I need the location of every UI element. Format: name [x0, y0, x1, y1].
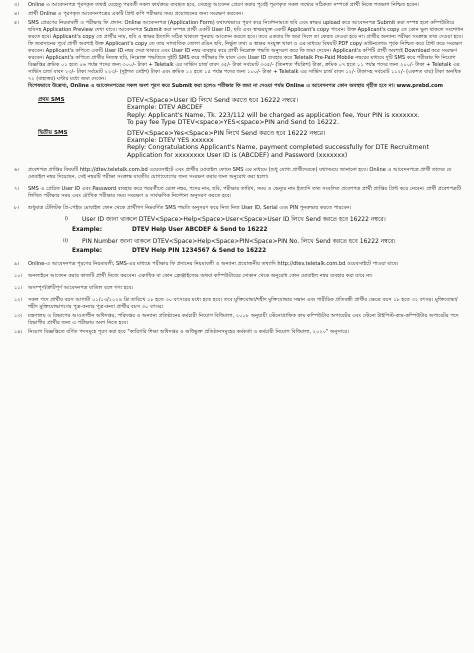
- list-item: [12, 2, 464, 9]
- item-text: Online এ আবেদনপত্র পূরণকৃত তথ্যই যেহেতু পরবর্তী সকল কার্যক্রমে ব্যবহৃত হবে, সেহেতু আবেদন প্রেরণ করার পূর্বেই পূরণকৃত সকল তথ্যের সঠিকতা সম্পর্কে প্রার্থী নিজে শতভাগ নিশ্চিত হবেন।: [28, 2, 420, 8]
- item-marker: ৯।: [14, 261, 20, 268]
- list-item: [12, 285, 464, 292]
- item-text: SMS এ প্রেরিত User ID এবং Password ব্যবহার করে পরবর্তীতে রোল নম্বর, পদের নাম, ছবি, পরীক্ষার তারিখ, সময় ও ভেন্যুর নাম ইত্যাদি তথ্য সংবলিত প্রবেশপত্র প্রার্থী প্রাপ্তির প্রিন্ট করে নেবেন। প্রার্থী প্রবেশপত্রটি লিখিত পরীক্ষার সময় এবং মৌখিক পরীক্ষার সময় সংরক্ষণ ও সার্বক্ষণিক নির্দেশনা অনুসরণ করতে হবে।: [28, 186, 462, 200]
- recovery-marker: i): [64, 216, 68, 223]
- list-item: [12, 273, 464, 280]
- recovery-marker: ii): [63, 237, 68, 244]
- sms-label: প্রথম SMS: [38, 97, 65, 103]
- sms-line: Reply: Applicant's Name, Tk. 223/112 will be charged as application fee, Your PIN is xxxxxxx.: [127, 111, 420, 119]
- instructions-top: [12, 2, 464, 90]
- list-item: [12, 261, 464, 268]
- item-text: SMS প্রেরণের নিয়মাবলী ও পরীক্ষার ফি প্রদান: Online আবেদনপত্র (Application Form) যথাযথভাবে পূরণ করে নির্দেশনামতে ছবি এবং স্বাক্ষর upload করে আবেদনপত্র Submit করা সম্পন্ন হলে কম্পিউটারে ছবিসহ Application Preview দেখা যাবে। আবেদনপত্র Submit করা সম্পন্ন প্রার্থী একটি User ID, ছবি এবং স্বাক্ষরযুক্ত একটি Applicant's copy পাবেন। উক্ত Applicant's copy তে কোন ভুল থাকলে সংশোধন করতে হবে। Applicant's copy তে প্রার্থীর নাম, ছবি ও স্বাক্ষর ইত্যাদি সঠিক থাকলে পুনরায় আবেদন করতে হবে। তবে একবার ফি জমা দিলে তা ফেরত দেওয়া হবে না। প্রার্থীর অন্যান্য পরীক্ষা সংক্রান্ত তথ্য দেওয়া হবে। ফি জমাদানের পূর্বে প্রার্থী অবশ্যই উক্ত Applicant's copy তে তার সাম্প্রতিক তোলা রঙিন ছবি, নির্ভুল তথ্য ও স্বাক্ষর সংযুক্ত থাকা ও এর মাধ্যমে বিষয়টি PDF copy ডাউনলোড পূর্বক নিশ্চিত করে প্রিন্ট করে সংরক্ষণ করবেন। Applicant's কপিতে একটি User ID নম্বর দেয়া থাকবে এবং User ID নম্বর ব্যবহার করে প্রার্থী নিম্নোক্ত পদ্ধতি অনুসরণ করে ফি জমা দেবেন। Applicant's কপিটি প্রার্থী অবশ্যই Download করে সংরক্ষণ করবেন। Applicant's কপিতে প্রার্থীর নিজস্ব ছবি, নিম্নোক্ত পদ্ধতিতে দুইটি SMS করে পরীক্ষার ফি বাবদ এবং User ID ব্যবহার করে Teletalk Pre-Paid Mobile নম্বরের মাধ্যমে দুটি SMS করে পরীক্ষার ফি নিয়োগ বিজ্ঞপ্তির ক্রমিক ০১ হতে ০৬ পর্যন্ত পদের জন্য ৩০০/- টাকা + Teletalk এর সার্ভিস চার্জ বাবদ ৩৫/- টাকা সর্বমোট ৩৩৫/- (তিনশত পঁয়ত্রিশ) টাকা, ক্রমিক ০৭ হতে ১১ পর্যন্ত পদের জন্য ২০০/- টাকা + Teletalk এর সার্ভিস চার্জ বাবদ ২৩/- টাকা সর্বমোট ২২৩/- (দুইশত তেইশ) টাকা এবং ক্রমিক ১২ হতে ১৫ পর্যন্ত পদের জন্য ১০০/- টাকা + Teletalk এর সার্ভিস চার্জ বাবদ ১২/- টাকাসহ সর্বমোট ১১২/- (একশত বার) টাকা অনধিক ৭২ (বাহাত্তর) ঘণ্টার মধ্যে জমা দেবেন।: [28, 20, 464, 82]
- item-text: শুধুমাত্র টেলিটক প্রি-পেইড মোবাইল ফোন থেকে প্রার্থীগণ নিম্নবর্ণিত SMS পদ্ধতি অনুসরণ করে নিজ নিজ User ID, Serial এবং PIN পুনরুদ্ধার করতে পারবেন।: [28, 205, 352, 212]
- item-marker: ১৪।: [14, 329, 23, 336]
- list-item: [12, 167, 464, 181]
- list-item: [12, 313, 464, 327]
- item-marker: ৪।: [14, 11, 20, 17]
- item-marker: ৩।: [14, 2, 20, 8]
- instructions-bottom: [12, 261, 464, 336]
- item-text: প্রার্থী Online এ পূরণকৃত আবেদনপত্রের একটি প্রিন্ট কপি পরীক্ষার সময় প্রয়োজনের জন্য সংরক্ষণ করবেন।: [28, 11, 243, 17]
- list-item: [12, 83, 464, 90]
- item-text: সকল পদে প্রার্থীর বয়স আগামী ০১/০৩/২০২৪ খ্রি তারিখে ১৮ হতে ৩০ বৎসরের মধ্যে হতে হবে। তবে মুক্তিযোদ্ধা/শহীদ মুক্তিযোদ্ধার সন্তান এবং শারীরিক প্রতিবন্ধী প্রার্থীর ক্ষেত্রে বয়স ১৮ হতে ৩২ বৎসর। মুক্তিযোদ্ধা/শহীদ মুক্তিযোদ্ধাগণের পুত্র-কন্যার পুত্র-কন্যা প্রার্থীর বয়স ৩০ বৎসর।: [28, 297, 458, 311]
- recovery-example: [12, 227, 464, 234]
- recovery-example: [12, 248, 464, 255]
- item-marker: ৮।: [14, 205, 20, 212]
- sms-line: Reply: Congratulations Applicant's Name, payment completed successfully for DTE Recruitment Application for xxxxxxxx User ID is (ABCDEF) and Password (xxxxxxx): [127, 144, 429, 159]
- instructions-mid: [12, 167, 464, 212]
- list-item: [12, 11, 464, 18]
- item-marker: ১১।: [14, 285, 23, 292]
- item-text: মন্ত্রণালয় ও বিভাগের আওতাধীন অধিদপ্তর, পরিদপ্তর ও অন্যান্য প্রতিষ্ঠানের কর্মচারী নিয়োগ বিধিমালা, ২০১৮ অনুযায়ী স্টেনোগ্রাফিক কাম কম্পিউটার অপারেটর এবং স্টেনো টাইপিস্ট-কাম-কম্পিউটার অপারেটর পদে বিভাগীয় প্রার্থীর জন্য এ পরীক্ষায় অংশ নিতে হবে।: [28, 313, 459, 327]
- example-label: Example:: [72, 226, 103, 233]
- example-label: Example:: [72, 248, 103, 255]
- item-text: বিশেষভাবে উল্লেখ্য, Online এ আবেদনপত্রের সকল অংশ পূরণ করে Submit করা হলেও পরীক্ষার ফি জমা না দেওয়া পর্যন্ত Online এ আবেদনপত্র কোন অবস্থায় গৃহীত হবে না। www.prebd.com: [28, 83, 443, 89]
- item-marker: ১২।: [14, 297, 23, 304]
- sms-second: [12, 130, 464, 160]
- item-marker: ৫।: [14, 20, 20, 26]
- sms-label: দ্বিতীয় SMS: [38, 129, 68, 136]
- recovery-item: [12, 238, 464, 246]
- sms-line: Example: DTEV YES xxxxxx: [127, 137, 214, 145]
- sms-line: Example: DTEV ABCDEF: [127, 104, 203, 112]
- recovery-text: PIN Number জানা থাকলে DTEV<Space>Help<Space>PIN<Space>PIN No. লিখে Send করতে হবে 16222 নম্বরে।: [82, 237, 396, 245]
- item-marker: [12, 83, 28, 90]
- item-marker: ৬।: [14, 167, 20, 174]
- recovery-item: [12, 216, 464, 224]
- sms-line: DTEV<Space>User ID লিখে Send করতে হবে 16222 নম্বরে।: [127, 97, 299, 104]
- item-marker: ১৩।: [14, 313, 23, 320]
- list-item: [12, 186, 464, 200]
- item-text: প্রবেশপত্র প্রাপ্তির বিষয়টি http://dtev.teletalk.com.bd ওয়েবসাইটে এবং প্রার্থীর মোবাইল ফোনে SMS এর মাধ্যমে (শুধু যোগ্য প্রার্থীদেরকে) যথাসময়ে জানানো হবে। Online এ আবেদনপত্রে প্রার্থী তাদের যে মোবাইল নম্বর দিয়েছেন, সেই নম্বরটি পরীক্ষা সংক্রান্ত যাবতীয় যোগাযোগের জন্য সংরক্ষণ করার জন্য অনুরোধ করা হলো।: [28, 167, 452, 181]
- list-item: [12, 297, 464, 311]
- item-marker: ৭।: [14, 186, 20, 193]
- item-text: অনলাইনে আবেদন করার কাজটি প্রার্থী নিজে করবেন। একাধিক বা কোন ফ্রেঞ্জাইজের অথবা কম্পিউটারের দোকান থেকে অনুরোধ কোন মোবাইল নম্বর ব্যবহার করা যাবে না।: [28, 273, 373, 280]
- sms-instructions: [12, 97, 464, 159]
- example-text: DTEV Help PIN 1234567 & Send to 16222: [132, 248, 267, 255]
- item-marker: ১০।: [14, 273, 23, 280]
- sms-line: DTEV<Space>Yes<Space>PIN লিখে Send করতে হবে 16222 নম্বরে।: [127, 129, 326, 137]
- item-text: অসম্পূর্ণ/ত্রুটিপূর্ণ আবেদনপত্র বাতিল বলে গণ্য হবে।: [28, 285, 134, 292]
- list-item: [12, 329, 464, 336]
- item-text: নিয়োগ বিজ্ঞপ্তিতে বর্ণিত পদসমূহে পূরণ করা হবে "কারিগরি শিক্ষা অধিদপ্তর ও অধিভুক্ত প্রতিষ্ঠানসমূহের কর্মকর্তা ও কর্মচারী নিয়োগ বিধিমালা, ২০২০" অনুসারে।: [28, 329, 349, 336]
- recovery-instructions: [12, 216, 464, 255]
- list-item: [12, 205, 464, 212]
- recovery-text: User ID জানা থাকলে DTEV<Space>Help<Space>User<Space>User ID লিখে Send করতে হবে 16222 নম্বরে।: [82, 216, 386, 224]
- item-text: Online-এ আবেদনপত্র পূরণের নিয়মাবলী, SMS-এর মাধ্যমে পরীক্ষার ফি প্রদানের নিয়মাবলী ও অন্যান্য প্রয়োজনীয় তথ্যাদি http://dtev.teletalk.com.bd ওয়েবসাইটে পাওয়া যাবে।: [28, 261, 399, 268]
- list-item: [12, 20, 464, 83]
- sms-first: [12, 97, 464, 127]
- sms-line: To pay fee Type DTEV<space>YES<space>PIN and Send to 16222.: [127, 119, 339, 127]
- example-text: DTEV Help User ABCDEF & Send to 16222: [132, 226, 268, 233]
